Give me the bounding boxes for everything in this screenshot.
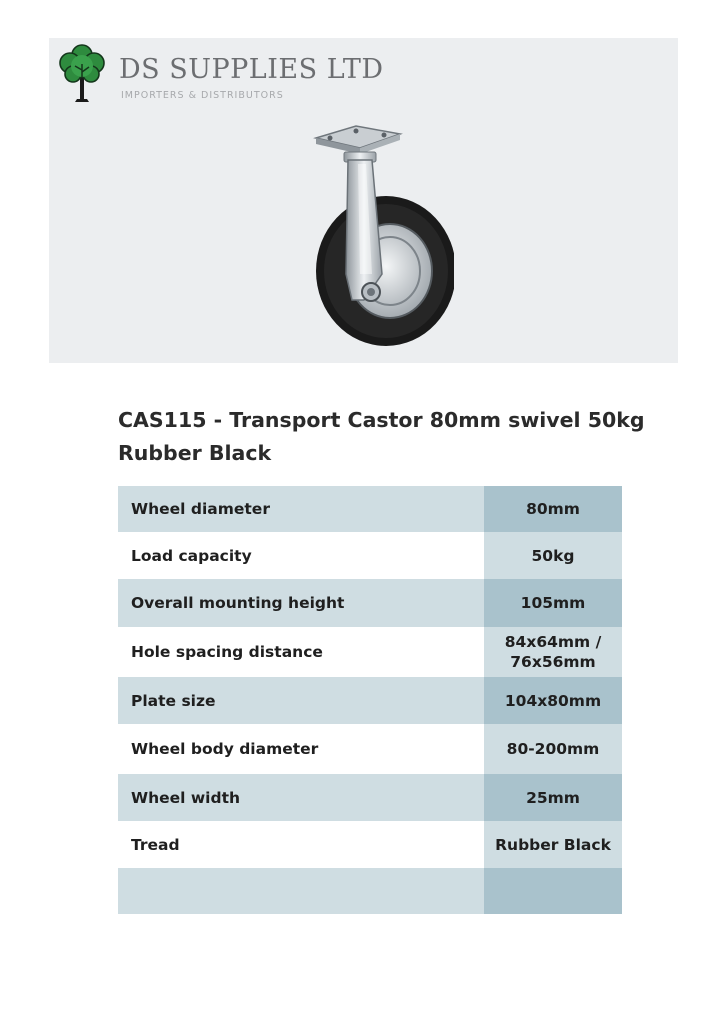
- spec-row: [118, 486, 622, 532]
- tree-icon: [57, 42, 107, 104]
- spec-value: [484, 627, 622, 677]
- spec-value-line-2: 76x56mm: [510, 653, 596, 671]
- spec-value-line-1: 84x64mm /: [504, 633, 602, 651]
- product-title: [118, 404, 658, 470]
- spec-value: 80mm: [484, 486, 622, 532]
- spec-value: 104x80mm: [484, 677, 622, 724]
- spec-row: [118, 868, 622, 914]
- brand-tagline: IMPORTERS & DISTRIBUTORS: [121, 90, 284, 101]
- product-title-line-1: CAS115 - Transport Castor 80mm swivel 50kg: [118, 408, 645, 432]
- spec-label: Overall mounting height: [118, 579, 484, 627]
- spec-label: Load capacity: [118, 532, 484, 579]
- spec-label: Tread: [118, 821, 484, 868]
- spec-label: Plate size: [118, 677, 484, 724]
- brand-name: DS SUPPLIES LTD: [119, 54, 384, 85]
- spec-value: 25mm: [484, 774, 622, 821]
- product-title-line-2: Rubber Black: [118, 441, 272, 465]
- spec-row: [118, 627, 622, 677]
- spec-value: 80-200mm: [484, 724, 622, 774]
- spec-value: Rubber Black: [484, 821, 622, 868]
- spec-table: [118, 486, 622, 914]
- spec-label: Hole spacing distance: [118, 627, 484, 677]
- spec-value: 50kg: [484, 532, 622, 579]
- swivel-castor-icon: [264, 124, 454, 349]
- spec-label: Wheel width: [118, 774, 484, 821]
- spec-label: [118, 868, 484, 914]
- spec-value: [484, 868, 622, 914]
- spec-row: [118, 774, 622, 821]
- spec-row: [118, 677, 622, 724]
- spec-label: Wheel body diameter: [118, 724, 484, 774]
- spec-value: 105mm: [484, 579, 622, 627]
- spec-row: [118, 724, 622, 774]
- spec-row: [118, 579, 622, 627]
- spec-label: Wheel diameter: [118, 486, 484, 532]
- product-hero: [49, 38, 678, 363]
- spec-row: [118, 532, 622, 579]
- spec-row: [118, 821, 622, 868]
